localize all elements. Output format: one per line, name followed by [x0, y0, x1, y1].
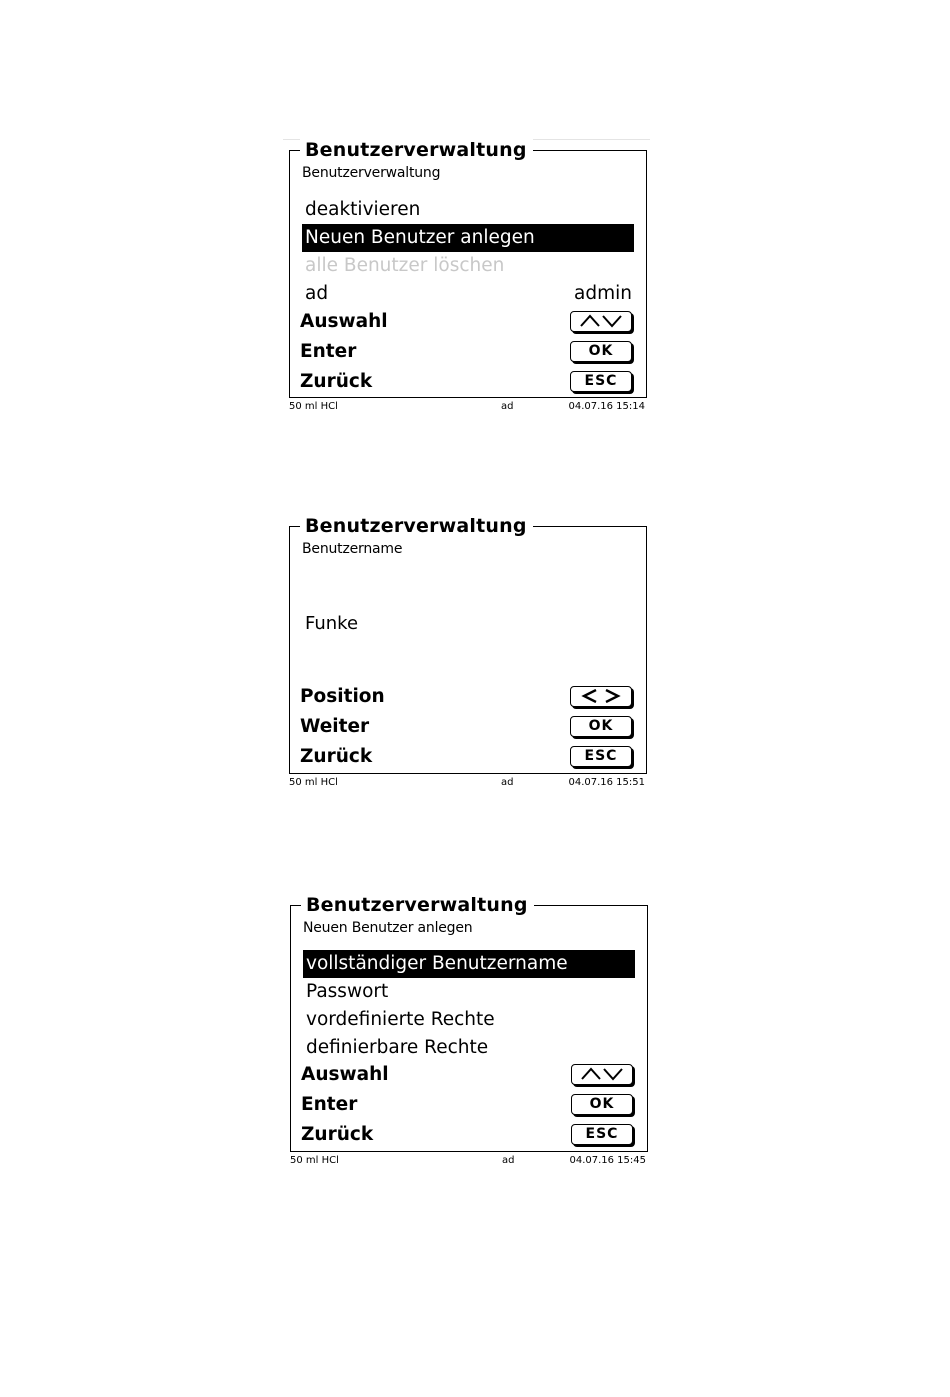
menu-item-new-user[interactable]	[302, 224, 634, 252]
menu-item-definable-rights[interactable]	[303, 1034, 635, 1062]
status-method: 50 ml HCl	[289, 401, 338, 412]
status-datetime: 04.07.16 15:45	[569, 1155, 646, 1166]
menu-item-label: alle Benutzer löschen	[305, 255, 505, 276]
screen-frame	[289, 139, 647, 398]
action-label-next: Weiter	[300, 716, 370, 737]
action-label-position: Position	[300, 686, 385, 707]
up-down-key[interactable]	[570, 311, 632, 332]
esc-key[interactable]: ESC	[570, 746, 632, 767]
menu-item-deactivate[interactable]	[302, 196, 634, 224]
status-bar	[289, 400, 647, 414]
status-datetime: 04.07.16 15:51	[568, 777, 645, 788]
status-method: 50 ml HCl	[289, 777, 338, 788]
esc-key[interactable]: ESC	[571, 1124, 633, 1145]
username-input[interactable]: Funke	[305, 613, 359, 634]
screen-username-entry	[289, 515, 647, 794]
screen-title: Benutzerverwaltung	[300, 139, 533, 161]
screen-title: Benutzerverwaltung	[300, 515, 533, 537]
screen-title: Benutzerverwaltung	[301, 894, 534, 916]
action-label-enter: Enter	[301, 1094, 358, 1115]
menu-item-full-username[interactable]	[303, 950, 635, 978]
menu-item-password[interactable]	[303, 978, 635, 1006]
status-method: 50 ml HCl	[290, 1155, 339, 1166]
action-label-back: Zurück	[300, 746, 373, 767]
screen-subtitle: Benutzername	[302, 541, 403, 557]
ok-key[interactable]: OK	[571, 1094, 633, 1115]
screen-frame	[289, 515, 647, 774]
action-label-back: Zurück	[300, 371, 373, 392]
screen-user-management-menu	[289, 139, 647, 418]
status-user: ad	[501, 401, 514, 412]
action-label-select: Auswahl	[301, 1064, 389, 1085]
action-label-select: Auswahl	[300, 311, 388, 332]
menu-item-label: deaktivieren	[305, 199, 421, 220]
left-right-arrow-icon	[578, 689, 624, 703]
status-user: ad	[501, 777, 514, 788]
screen-frame	[290, 894, 648, 1152]
status-user: ad	[502, 1155, 515, 1166]
left-right-key[interactable]	[570, 686, 632, 707]
action-label-enter: Enter	[300, 341, 357, 362]
up-down-arrow-icon	[579, 1067, 625, 1081]
menu-item-label: Neuen Benutzer anlegen	[305, 227, 535, 248]
menu-item-label: vollständiger Benutzername	[306, 953, 568, 974]
screen-subtitle: Neuen Benutzer anlegen	[303, 920, 473, 936]
esc-key[interactable]: ESC	[570, 371, 632, 392]
ok-key[interactable]: OK	[570, 341, 632, 362]
ok-key[interactable]: OK	[570, 716, 632, 737]
status-bar	[289, 776, 647, 790]
user-role-value: admin	[574, 283, 632, 304]
screen-subtitle: Benutzerverwaltung	[302, 165, 441, 181]
status-datetime: 04.07.16 15:14	[568, 401, 645, 412]
menu-item-delete-all-users	[302, 252, 634, 280]
menu-item-label: Passwort	[306, 981, 389, 1002]
menu-item-user-ad[interactable]	[302, 280, 634, 308]
up-down-arrow-icon	[578, 314, 624, 328]
screen-new-user	[290, 894, 648, 1173]
menu-item-predefined-rights[interactable]	[303, 1006, 635, 1034]
menu-item-label: vordefinierte Rechte	[306, 1009, 495, 1030]
status-bar	[290, 1154, 648, 1168]
menu-item-label: definierbare Rechte	[306, 1037, 489, 1058]
menu-item-label: ad	[305, 283, 329, 304]
action-label-back: Zurück	[301, 1124, 374, 1145]
up-down-key[interactable]	[571, 1064, 633, 1085]
